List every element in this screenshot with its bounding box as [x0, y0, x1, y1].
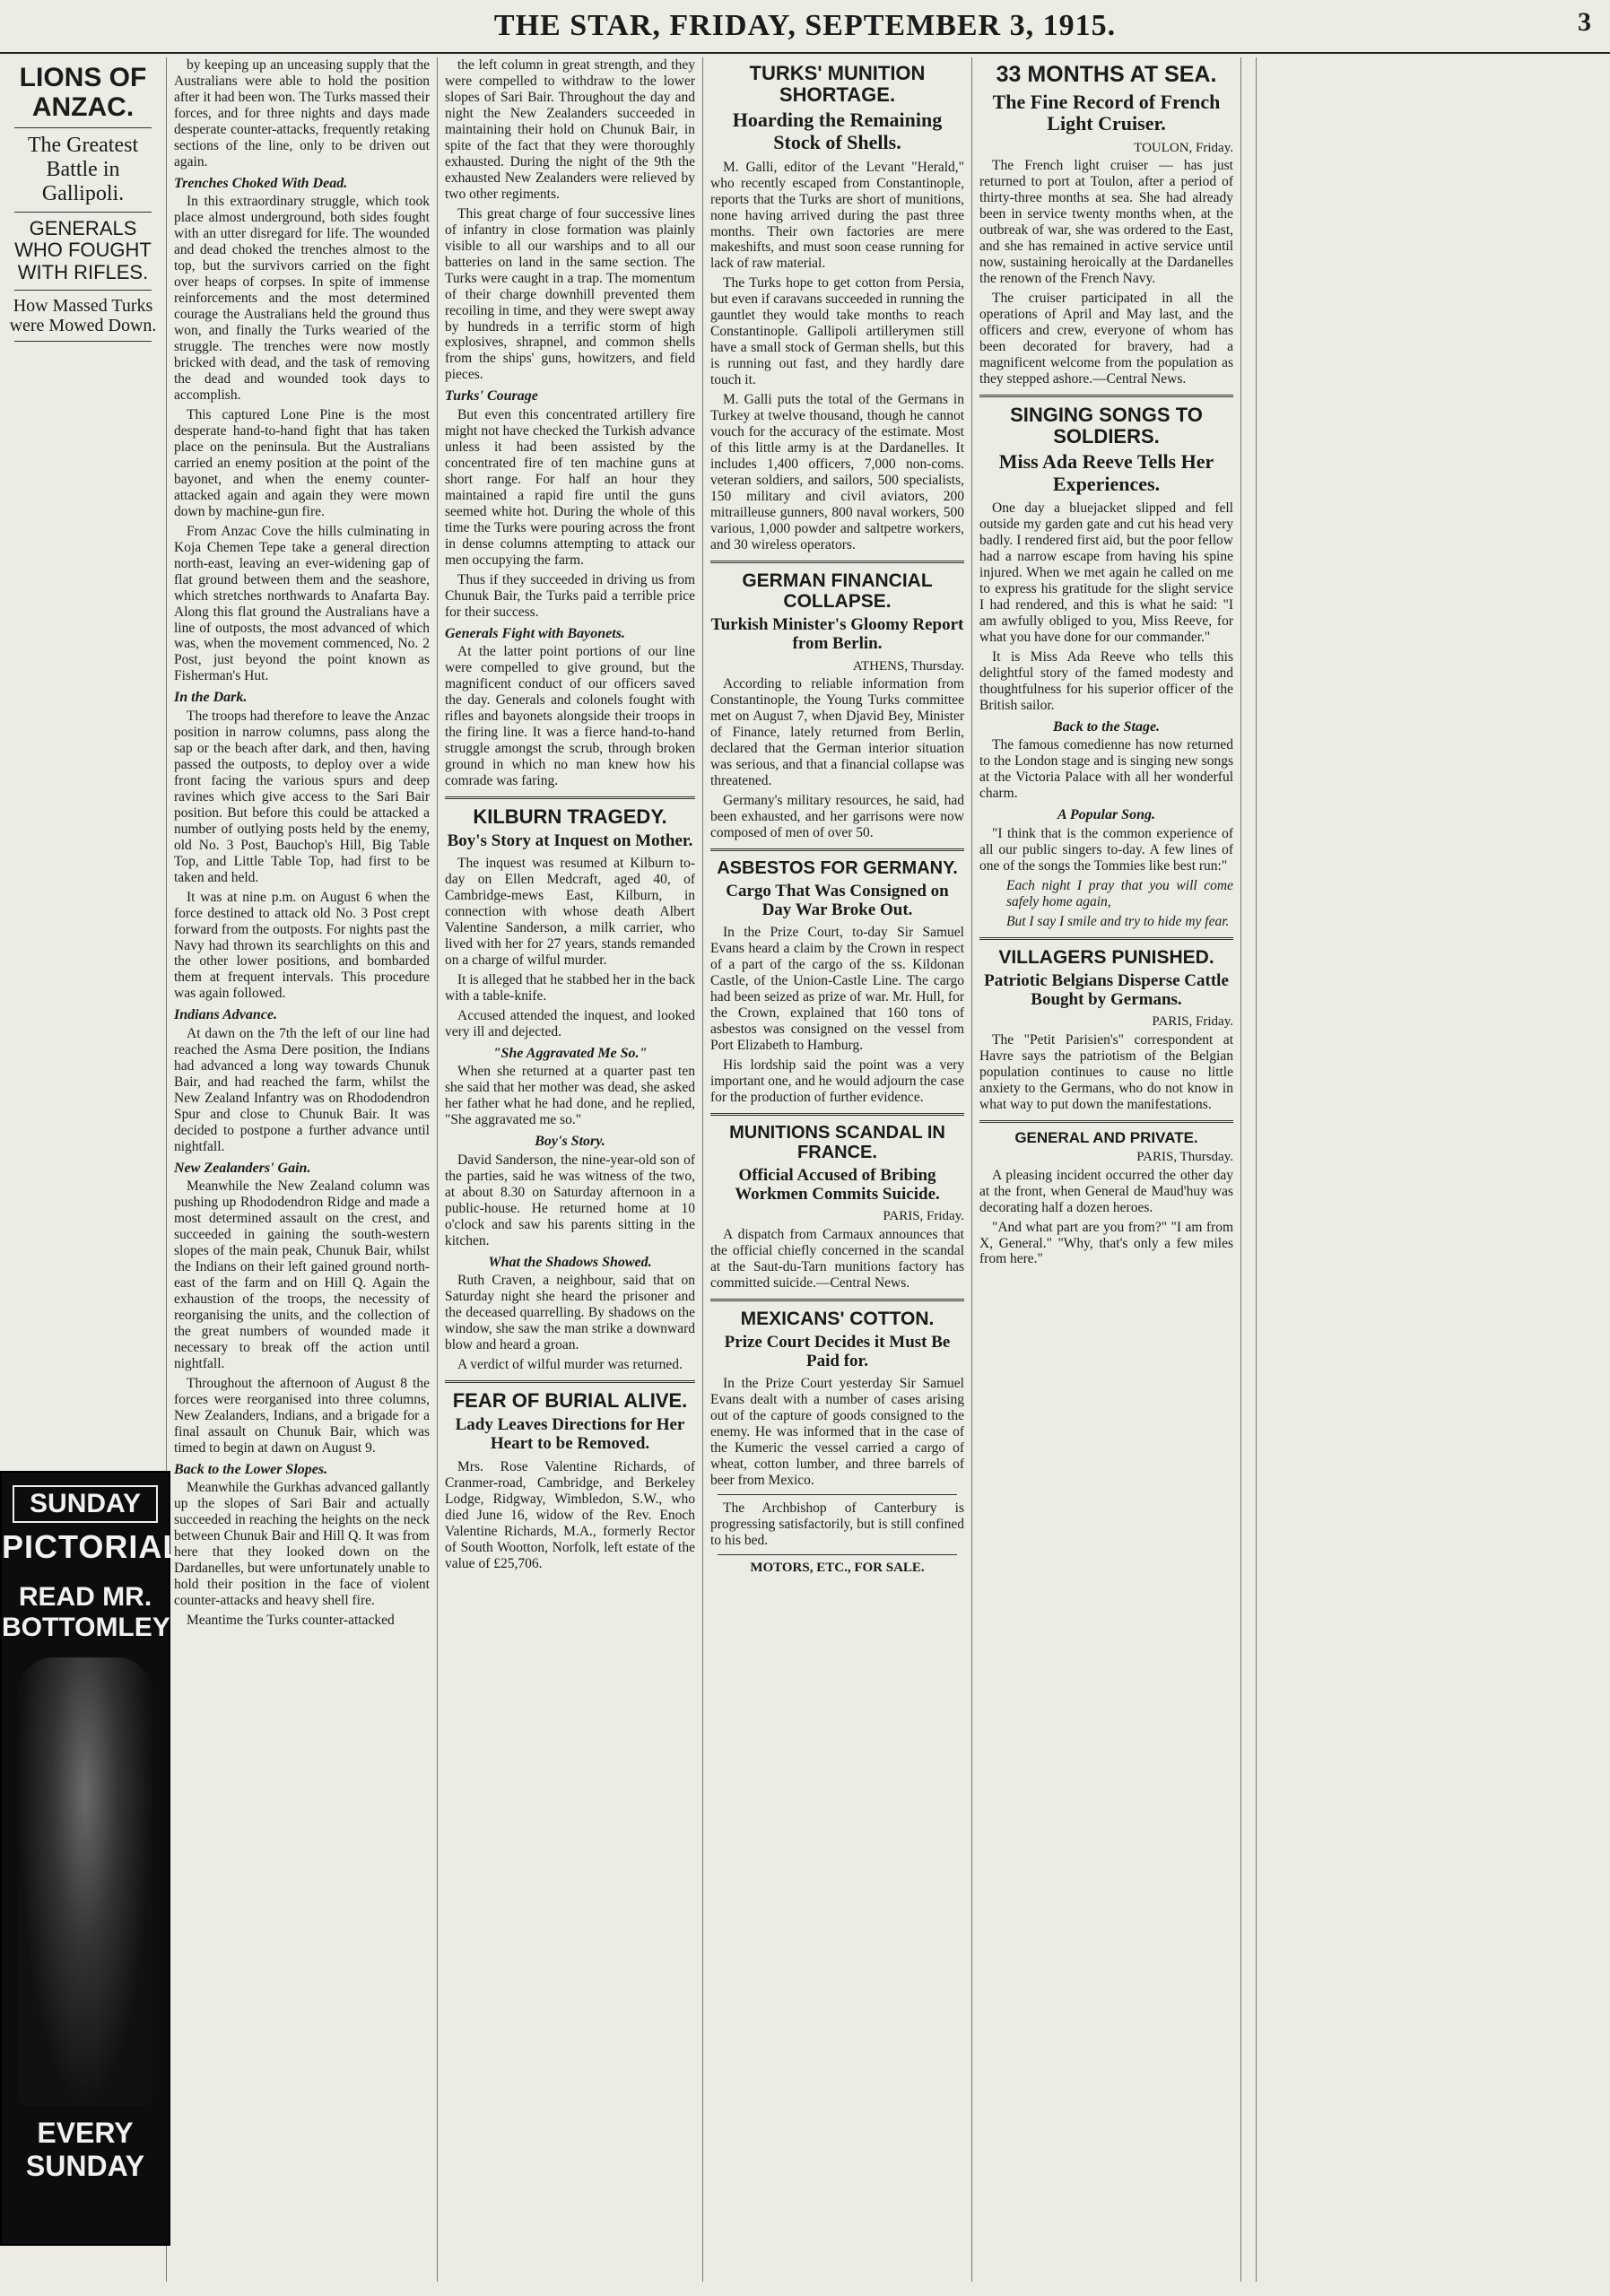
paragraph: Meanwhile the New Zealand column was pushing up Rhododendron Ridge and made a most determined assault on the crest, and succeeded in gaining the south-western slopes of the main peak, Chunuk Bair, whilst the Indians on their left gained ground north-east of the farm and on Hill Q. Again the exhaustion of the troops, the necessity of reorganising the units, and the collection of the great numbers of wounded made it necessary to break off the action until nightfall. [174, 1178, 430, 1371]
subhead-newzealanders: New Zealanders' Gain. [174, 1160, 311, 1176]
paragraph: When she returned at a quarter past ten she said that her mother was dead, she asked her father what he had done, and he replied, "She aggravated me so." [445, 1064, 695, 1128]
sunday-pictorial-ad [0, 1471, 184, 2246]
asbestos-deck: Cargo That Was Consigned on Day War Broke Out. [726, 881, 949, 919]
paragraph: According to reliable information from Constantinople, the Young Turks committee met on August 7, when Djavid Bey, Minister of Finance, lately returned from Berlin, declared that the German interior situation was serious, and that a financial collapse was threatened. [710, 675, 964, 788]
paragraph: Thus if they succeeded in driving us from Chunuk Bair, the Turks paid a terrible price for their success. [445, 571, 695, 620]
paragraph: The troops had therefore to leave the Anzac position in narrow columns, pass along the sap or the beach after dark, and then, having passed the outposts, to deploy over a wide front facing the various spurs and deep ravines which give access to the Sari Bair position. But before this could be attacked a number of outlying posts held by the enemy, old No. 3 Post, Bauchop's Hill, Big Table Top, and Little Table Top, had first to be taken and held. [174, 708, 430, 885]
divider [445, 1380, 695, 1383]
column-4 [703, 57, 972, 2282]
classified-heading: MOTORS, ETC., FOR SALE. [750, 1560, 925, 1575]
dateline: PARIS, Thursday. [1136, 1150, 1233, 1165]
subhead-back-to-stage: Back to the Stage. [1052, 718, 1161, 735]
paragraph: In the Prize Court yesterday Sir Samuel Evans dealt with a number of cases arising out of the capture of goods consigned to the enemy. He was informed that in the case of the Kumeric the vessel carried a cargo of wheat, cotton lumber, and three barrels of beer from Mexico. [710, 1376, 964, 1489]
page-number: 3 [1578, 7, 1592, 37]
paragraph: From Anzac Cove the hills culminating in Koja Chemen Tepe take a general direction north-east, leaving an ever-widening gap of flat ground between them and the seashore, which stretches northwards to Anafarta Bay. Along this flat ground the Australians have a line of outposts, the most advanced of which was, when the movement commenced, No. 2 Post, just beyond the point known as Fisherman's Hut. [174, 523, 430, 684]
paragraph: "And what part are you from?" "I am from X, General." "Why, that's only a few miles from here." [979, 1219, 1233, 1267]
general-private-headline: GENERAL AND PRIVATE. [1014, 1128, 1198, 1146]
column-2 [167, 57, 438, 2282]
paragraph: It is Miss Ada Reeve who tells this delightful story of the famed modesty and thoughtfulness for his superior officer of the British sailor. [979, 649, 1233, 713]
paragraph: David Sanderson, the nine-year-old son of the parties, said he was witness of the two, at about 8.30 on Saturday afternoon in a public-house. He returned home at 10 o'clock and saw his parents sitting in the kitchen. [445, 1152, 695, 1248]
paragraph: This great charge of four successive lines of infantry in close formation was plainly visible to all our warships and to all our batteries on land in the same section. The Turks were caught in a trap. The momentum of their charge downhill prevented them recoiling in time, and they were swept away by hundreds in a terrific storm of high explosives, shrapnel, and common shells from the ships' guns, howitzers, and field pieces. [445, 205, 695, 383]
paragraph: It is alleged that he stabbed her in the back with a table-knife. [445, 972, 695, 1004]
spacer [1241, 57, 1257, 2282]
subhead-popular-song: A Popular Song. [1057, 807, 1155, 823]
paragraph: Meanwhile the Gurkhas advanced gallantly up the slopes of Sari Bair and actually succeeded in reaching the heights on the neck between Chunuk Bair and Hill Q. It was from here that they looked down on the Dardanelles, but were unfortunately unable to hold their position in the face of violent counter-attacks and heavy shell fire. [174, 1480, 430, 1609]
divider [710, 1299, 964, 1301]
subhead-shadows: What the Shadows Showed. [488, 1254, 652, 1270]
paragraph: But even this concentrated artillery fire might not have checked the Turkish advance unless it had been assisted by the concentrated fire of ten machine guns at short range. For half an hour they maintained a rapid fire until the guns seemed white hot. During the whole of this time the Turks were pouring across the front in dense columns attempting to attack our men occupying the farm. [445, 406, 695, 568]
subhead-generals: Generals Fight with Bayonets. [445, 625, 625, 641]
sea-headline: 33 MONTHS AT SEA. [996, 62, 1217, 87]
paragraph: In the Prize Court, to-day Sir Samuel Evans heard a claim by the Crown in respect of a part of the cargo of the ss. Kildonan Castle, of the Union-Castle Line. The cargo had been seized as prize of war. Mr. Hull, for the Crown, explained that 160 tons of asbestos was consigned on the vessel from Port Elizabeth to Hamburg. [710, 925, 964, 1053]
pictorial-ad-line-3: READ MR. BOTTOMLEY [2, 1582, 170, 1642]
divider [979, 937, 1233, 940]
paragraph: It was at nine p.m. on August 6 when the force destined to attack old No. 3 Post crept forward from the outposts. For nights past the Navy had thrown its searchlights on this and the other lower positions, and bombarded them at frequent intervals. This procedure was again followed. [174, 889, 430, 1002]
burial-headline: FEAR OF BURIAL ALIVE. [452, 1389, 688, 1413]
paragraph: Mrs. Rose Valentine Richards, of Cranmer-road, Cambridge, and Berkeley Lodge, Ridgway, Wimbledon, S.W., who died June 16, widow of the Rev. Enoch Valentine Richards, M.A., formerly Rector of South Wootton, Norfolk, left estate of the value of £25,706. [445, 1458, 695, 1571]
paragraph: Meantime the Turks counter-attacked [187, 1612, 395, 1628]
paragraph: One day a bluejacket slipped and fell outside my garden gate and cut his head very badly. I rendered first aid, but the poor fellow had a narrow escape from having his spine injured. When we met again he called on me to express his gratitude for the slight service I had rendered, and this is what he said: "I am awfully obliged to you, Miss Reeve, for what you have done for our commander." [979, 500, 1233, 646]
pictorial-ad-line-4: EVERY SUNDAY [25, 2117, 145, 2182]
paragraph: A verdict of wilful murder was returned. [457, 1357, 683, 1373]
bottomley-portrait-image [18, 1657, 152, 2106]
pictorial-ad-line-2: PICTORIAL [2, 1528, 184, 1565]
subhead-aggravated: "She Aggravated Me So." [492, 1045, 648, 1061]
munitions-scandal-deck: Official Accused of Bribing Workmen Commits Suicide. [735, 1165, 940, 1205]
divider [14, 127, 152, 128]
anzac-headline: LIONS OF ANZAC. [19, 63, 147, 122]
masthead [0, 0, 1610, 54]
subhead-indians: Indians Advance. [174, 1007, 277, 1023]
column-3 [438, 57, 703, 2282]
anzac-deck-2: GENERALS WHO FOUGHT WITH RIFLES. [14, 216, 152, 283]
villagers-headline: VILLAGERS PUNISHED. [998, 946, 1214, 968]
divider [710, 848, 964, 851]
subhead-lower-slopes: Back to the Lower Slopes. [174, 1461, 328, 1477]
villagers-deck: Patriotic Belgians Disperse Cattle Bought by Germans. [984, 970, 1229, 1010]
divider [979, 395, 1233, 397]
song-verse: But I say I smile and try to hide my fear. [1006, 913, 1230, 929]
paragraph: Ruth Craven, a neighbour, said that on Saturday night she heard the prisoner and the deceased quarrelling. By shadows on the window, she saw the man strike a downward blow and heard a groan. [445, 1273, 695, 1353]
dateline: PARIS, Friday. [883, 1209, 964, 1224]
paragraph: The inquest was resumed at Kilburn to-day on Ellen Medcraft, aged 40, of Cambridge-mews East, Kilburn, in connection with whose death Albert Valentine Sanderson, a milk carrier, who lived with her for 27 years, stands remanded on a charge of wilful murder. [445, 856, 695, 969]
paragraph: His lordship said the point was a very important one, and he would adjourn the case for the production of further evidence. [710, 1057, 964, 1105]
munition-headline: TURKS' MUNITION SHORTAGE. [749, 62, 926, 107]
anzac-intro: by keeping up an unceasing supply that the Australians were able to hold the position after it had been won. The Turks massed their forces, and for three nights and days made desperate counter-attacks, frequently retaking sections of the line, only to be driven out again. [174, 57, 430, 170]
pictorial-ad-line-1: SUNDAY [13, 1485, 158, 1523]
divider [445, 796, 695, 799]
subhead-dark: In the Dark. [174, 690, 248, 706]
munitions-scandal-headline: MUNITIONS SCANDAL IN FRANCE. [729, 1122, 945, 1162]
paragraph: the left column in great strength, and they were compelled to withdraw to the lower slopes of Sari Bair. Throughout the day and night the New Zealanders succeeded in maintaining their hold on Chunuk Bair, in spite of the fact that they were thoroughly exhausted. During the night of the 9th the exhausted New Zealanders were relieved by two other regiments. [445, 57, 695, 202]
mexicans-cotton-headline: MEXICANS' COTTON. [740, 1308, 935, 1329]
subhead-turks-courage: Turks' Courage [445, 388, 538, 404]
paragraph: The "Petit Parisien's" correspondent at Havre says the patriotism of the Belgian population continues to cause no little anxiety to the Germans, who do not know in what way to put down the manifestations. [979, 1031, 1233, 1112]
paragraph: The French light cruiser — has just returned to port at Toulon, after a period of thirty-three months at sea. She had already been in service twenty months when, at the outbreak of war, she was ordered to the East, and she has remained in active service until now, sustaining heroically at the Dardanelles the renown of the French Navy. [979, 158, 1233, 286]
paragraph: A pleasing incident occurred the other day at the front, when General de Maud'huy was decorating half a dozen heroes. [979, 1167, 1233, 1215]
paragraph: Germany's military resources, he said, had been exhausted, and her garrisons were now composed of men of over 50. [710, 792, 964, 840]
singing-deck: Miss Ada Reeve Tells Her Experiences. [998, 450, 1214, 495]
paragraph: In this extraordinary struggle, which took place almost underground, both sides fought with an utter disregard for life. The wounded and dead choked the trenches almost to the top, but the survivors carried on the fight over heaps of corpses. In spite of immense reinforcements and the most determined courage the Australians held the ground thus won, and finally the Turks wearied of the struggle. The trenches were now mostly bricked with dead, and the task of removing the dead and wounded took days to accomplish. [174, 194, 430, 403]
munition-deck: Hoarding the Remaining Stock of Shells. [732, 109, 943, 153]
dateline: PARIS, Friday. [1152, 1014, 1233, 1030]
divider [718, 1494, 957, 1495]
paragraph: Throughout the afternoon of August 8 the forces were reorganised into three columns, New Zealanders, Indians, and a brigade for a final assault on Chunuk Bair, which was timed to begin at dawn on August 9. [174, 1375, 430, 1456]
paragraph: A dispatch from Carmaux announces that the official chiefly concerned in the scandal at the Saut-du-Tarn munitions factory has committed suicide.—Central News. [710, 1226, 964, 1291]
paragraph: Accused attended the inquest, and looked very ill and dejected. [445, 1007, 695, 1039]
asbestos-headline: ASBESTOS FOR GERMANY. [717, 857, 958, 878]
sea-deck: The Fine Record of French Light Cruiser. [992, 90, 1221, 135]
divider [979, 1120, 1233, 1123]
mexicans-cotton-deck: Prize Court Decides it Must Be Paid for. [724, 1332, 951, 1371]
song-verse: Each night I pray that you will come safely home again, [1006, 877, 1233, 909]
subhead-trenches: Trenches Choked With Dead. [174, 175, 348, 191]
divider [718, 1554, 957, 1555]
burial-deck: Lady Leaves Directions for Her Heart to be Removed. [455, 1415, 685, 1454]
paragraph: "I think that is the common experience of all our public singers to-day. A few lines of one of the songs the Tommies like best run:" [979, 825, 1233, 874]
masthead-title: THE STAR, FRIDAY, SEPTEMBER 3, 1915. [493, 9, 1117, 42]
german-headline: GERMAN FINANCIAL COLLAPSE. [742, 570, 933, 612]
divider [14, 212, 152, 213]
divider [710, 561, 964, 563]
singing-headline: SINGING SONGS TO SOLDIERS. [1010, 403, 1203, 448]
paragraph: This captured Lone Pine is the most desperate hand-to-hand fight that has taken place on the peninsula. But the Australians carried an enemy position at the point of the bayonet, and when the enemy counter-attacked again and again they were mown down by machine-gun fire. [174, 406, 430, 519]
subhead-boys-story: Boy's Story. [535, 1134, 605, 1150]
divider [14, 341, 152, 342]
paragraph: The Archbishop of Canterbury is progressing satisfactorily, but is still confined to his bed. [710, 1500, 964, 1548]
paragraph: The cruiser participated in all the operations of April and May last, and the officers and crew, everyone of whom has been decorated for bravery, had a magnificent welcome from the population as they stepped ashore.—Central News. [979, 290, 1233, 387]
column-5 [972, 57, 1241, 2282]
paragraph: The Turks hope to get cotton from Persia, but even if caravans succeeded in running the gauntlet they would take months to reach Constantinople. Gallipoli artillerymen still have a small stock of German shells, but this is running out fast, and they hardly dare touch it. [710, 275, 964, 388]
paragraph: The famous comedienne has now returned to the London stage and is singing new songs at the Victoria Palace with all her wonderful charm. [979, 737, 1233, 802]
paragraph: M. Galli, editor of the Levant "Herald," who recently escaped from Constantinople, reports that the Turks are short of munitions, none having arrived during the past three months. Their own factories are mere makeshifts, and must soon cease running for lack of raw material. [710, 159, 964, 272]
anzac-deck-3: How Massed Turks were Mowed Down. [9, 295, 157, 335]
dateline: ATHENS, Thursday. [852, 658, 964, 674]
paragraph: At dawn on the 7th the left of our line had reached the Asma Dere position, the Indians had advanced a long way towards Chunuk Bair, and had reached the farm, whilst the New Zealand Infantry was on Rhododendron Spur and close to Chunuk Bair. It was decided to postpone a further advance until nightfall. [174, 1025, 430, 1154]
kilburn-deck: Boy's Story at Inquest on Mother. [447, 831, 693, 850]
dateline: TOULON, Friday. [1134, 140, 1233, 155]
kilburn-headline: KILBURN TRAGEDY. [473, 804, 667, 828]
divider [710, 1113, 964, 1116]
divider [14, 290, 152, 291]
anzac-deck-1: The Greatest Battle in Gallipoli. [27, 134, 139, 205]
paragraph: At the latter point portions of our line were compelled to give ground, but the magnificent conduct of our officers saved the day. Generals and colonels fought with rifles and bayonets alongside their troops in the firing line. It was a fierce hand-to-hand struggle amongst the scrub, through broken ground in which no man knew how his comrade was faring. [445, 644, 695, 788]
german-deck: Turkish Minister's Gloomy Report from Berlin. [710, 615, 964, 654]
paragraph: M. Galli puts the total of the Germans in Turkey at twelve thousand, though he cannot vouch for the accuracy of the estimate. Most of this little army is at the Dardanelles. It includes 1,400 officers, 7,000 non-coms. veteran soldiers, and sailors, 500 specialists, 150 military and civil aviators, 200 mitrailleuse gunners, 800 naval workers, 500 various, 1,000 powder and saltpetre workers, and 30 wireless operators. [710, 392, 964, 552]
